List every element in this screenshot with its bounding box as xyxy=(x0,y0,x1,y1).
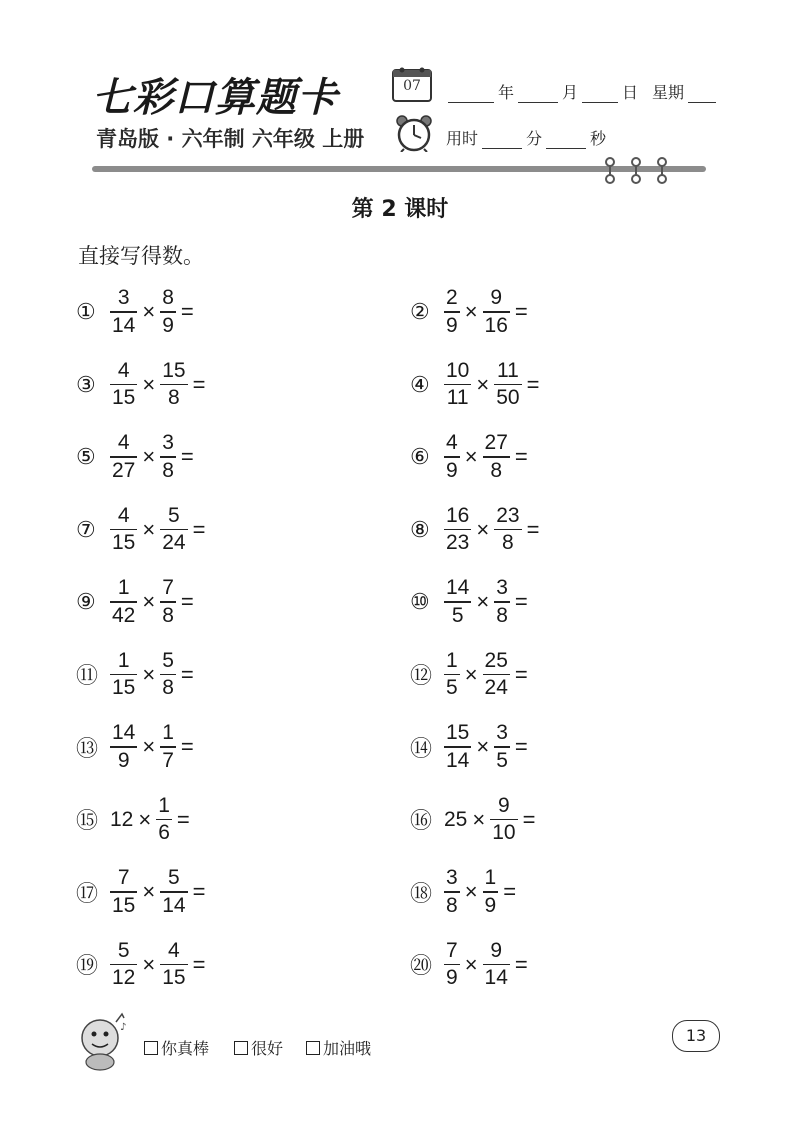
denominator: 42 xyxy=(112,603,136,627)
rating-option[interactable] xyxy=(234,1036,283,1059)
fraction xyxy=(110,504,137,556)
numerator: 8 xyxy=(162,286,174,310)
binder-rings-icon xyxy=(600,156,680,184)
fraction-bar xyxy=(160,674,176,676)
denominator: 5 xyxy=(446,676,458,700)
problem-item xyxy=(410,790,538,850)
seconds-blank xyxy=(546,132,586,149)
date-line xyxy=(444,80,720,103)
year-blank xyxy=(448,86,494,103)
multiply-sign: × xyxy=(142,299,156,324)
denominator: 23 xyxy=(446,531,470,555)
fraction-bar xyxy=(444,964,460,966)
seconds-label: 秒 xyxy=(590,129,607,148)
numerator: 5 xyxy=(168,866,180,890)
denominator: 15 xyxy=(162,966,186,990)
numerator: 1 xyxy=(158,793,170,817)
denominator: 9 xyxy=(446,313,458,337)
whole-number: 12 xyxy=(110,807,134,831)
denominator: 50 xyxy=(496,386,520,410)
fraction xyxy=(444,721,471,773)
edition-label: 青岛版 · 六年制 六年级 上册 xyxy=(96,127,365,151)
numerator: 15 xyxy=(162,358,186,382)
fraction xyxy=(444,866,460,918)
problem-item xyxy=(410,862,519,922)
used-time-label: 用时 xyxy=(446,129,479,148)
numerator: 1 xyxy=(117,576,130,600)
numerator: 11 xyxy=(496,358,519,382)
fraction xyxy=(160,576,176,628)
equals-sign: = xyxy=(192,879,206,904)
multiply-sign: × xyxy=(476,589,490,614)
problem-number: ① xyxy=(76,299,96,324)
numerator: 10 xyxy=(446,358,470,382)
problem-number: ⑤ xyxy=(76,444,96,469)
svg-text:♪: ♪ xyxy=(120,1022,127,1033)
multiply-sign: × xyxy=(476,734,490,759)
fraction xyxy=(110,431,137,483)
equals-sign: = xyxy=(514,589,528,614)
fraction xyxy=(160,649,176,701)
denominator: 12 xyxy=(112,966,136,990)
denominator: 27 xyxy=(112,458,136,482)
denominator: 8 xyxy=(490,458,503,482)
fraction-bar xyxy=(110,529,137,531)
multiply-sign: × xyxy=(142,371,156,397)
numerator: 1 xyxy=(484,866,497,890)
fraction-bar xyxy=(483,964,510,966)
denominator: 9 xyxy=(162,313,174,337)
fraction xyxy=(160,504,187,556)
fraction-bar xyxy=(494,601,510,603)
multiply-sign: × xyxy=(476,516,490,542)
minutes-label: 分 xyxy=(526,129,543,148)
fraction xyxy=(160,721,176,773)
problem-number: ⑪ xyxy=(76,663,99,688)
numerator: 5 xyxy=(168,503,180,527)
denominator: 15 xyxy=(112,676,136,700)
rating-option[interactable] xyxy=(144,1036,209,1059)
problem-item xyxy=(76,645,197,705)
fraction xyxy=(483,939,510,991)
fraction-bar xyxy=(444,674,460,676)
equals-sign: = xyxy=(514,951,528,977)
fraction-bar xyxy=(483,456,510,458)
numerator: 2 xyxy=(446,286,458,310)
equals-sign: = xyxy=(192,951,206,977)
equals-sign: = xyxy=(514,444,528,469)
fraction xyxy=(444,504,471,556)
denominator: 8 xyxy=(162,603,174,627)
denominator: 14 xyxy=(446,748,470,772)
rating-label: 加油哦 xyxy=(323,1039,372,1058)
numerator: 4 xyxy=(117,503,130,527)
fraction xyxy=(444,576,471,628)
fraction-bar xyxy=(160,891,187,893)
denominator: 8 xyxy=(496,603,508,627)
fraction-bar xyxy=(160,311,176,313)
fraction-bar xyxy=(160,384,187,386)
fraction xyxy=(444,431,460,483)
fraction xyxy=(156,794,172,846)
denominator: 15 xyxy=(112,893,136,917)
denominator: 9 xyxy=(117,748,130,772)
multiply-sign: × xyxy=(464,299,478,324)
fraction xyxy=(160,939,187,991)
denominator: 14 xyxy=(162,893,186,917)
fraction-bar xyxy=(110,746,137,748)
problem-number: ⑦ xyxy=(76,516,96,542)
fraction xyxy=(444,286,460,338)
fraction xyxy=(483,431,510,483)
numerator: 1 xyxy=(446,648,458,672)
problem-item xyxy=(410,500,542,560)
numerator: 7 xyxy=(446,938,458,962)
equals-sign: = xyxy=(522,806,536,832)
brand-title: 七彩口算题卡 xyxy=(92,75,338,121)
numerator: 5 xyxy=(162,648,174,672)
multiply-sign: × xyxy=(138,806,152,832)
problem-item xyxy=(410,355,542,415)
numerator: 4 xyxy=(446,431,458,455)
numerator: 9 xyxy=(498,793,510,817)
fraction xyxy=(110,649,137,701)
fraction-bar xyxy=(444,891,460,893)
problem-number: ⑰ xyxy=(76,880,99,906)
fraction-bar xyxy=(494,746,510,748)
time-line xyxy=(446,126,606,149)
denominator: 14 xyxy=(112,313,136,337)
fraction-bar xyxy=(160,746,176,748)
alarm-clock-icon xyxy=(394,114,434,152)
numerator: 7 xyxy=(162,576,174,600)
numerator: 15 xyxy=(446,721,470,745)
equals-sign: = xyxy=(526,371,540,397)
multiply-sign: × xyxy=(142,734,156,759)
month-blank xyxy=(518,86,558,103)
mascot-icon xyxy=(70,1008,134,1072)
problem-number: ⑨ xyxy=(76,589,96,614)
denominator: 8 xyxy=(162,676,174,700)
fraction xyxy=(494,576,510,628)
fraction xyxy=(494,721,510,773)
equals-sign: = xyxy=(180,734,194,759)
fraction xyxy=(110,576,137,628)
problem-number: ⑮ xyxy=(76,808,99,833)
fraction-bar xyxy=(110,601,137,603)
denominator: 6 xyxy=(158,821,170,845)
fraction-bar xyxy=(483,311,510,313)
fraction xyxy=(494,359,521,411)
fraction-bar xyxy=(110,674,137,676)
multiply-sign: × xyxy=(142,589,156,614)
numerator: 4 xyxy=(168,938,180,962)
minutes-blank xyxy=(482,132,522,149)
day-label: 日 xyxy=(622,83,639,102)
fraction xyxy=(444,649,460,701)
multiply-sign: × xyxy=(472,806,486,832)
rating-label: 很好 xyxy=(251,1039,284,1058)
numerator: 3 xyxy=(496,721,508,745)
problem-item xyxy=(76,572,197,632)
fraction xyxy=(110,721,137,773)
denominator: 9 xyxy=(446,966,458,990)
problem-item xyxy=(76,862,208,922)
day-blank xyxy=(582,86,618,103)
denominator: 16 xyxy=(484,313,508,337)
instruction: 直接写得数。 xyxy=(78,244,204,268)
equals-sign: = xyxy=(514,734,528,759)
fraction-bar xyxy=(444,384,471,386)
numerator: 16 xyxy=(446,503,470,527)
denominator: 8 xyxy=(502,531,514,555)
denominator: 9 xyxy=(446,458,458,482)
problem-number: ⑳ xyxy=(410,953,433,978)
equals-sign: = xyxy=(526,516,540,542)
rating-checkbox[interactable] xyxy=(306,1041,320,1055)
problem-item xyxy=(76,282,197,342)
equals-sign: = xyxy=(192,516,206,542)
numerator: 3 xyxy=(162,431,174,455)
fraction-bar xyxy=(444,311,460,313)
fraction-bar xyxy=(494,529,521,531)
numerator: 3 xyxy=(496,576,508,600)
problem-item xyxy=(410,572,531,632)
problem-item xyxy=(410,282,531,342)
problem-number: ⑬ xyxy=(76,735,99,761)
fraction-bar xyxy=(483,674,510,676)
denominator: 7 xyxy=(162,748,174,772)
problem-item xyxy=(410,645,531,705)
denominator: 24 xyxy=(162,531,186,555)
fraction-bar xyxy=(444,601,471,603)
equals-sign: = xyxy=(180,299,194,324)
fraction xyxy=(444,359,471,411)
multiply-sign: × xyxy=(464,444,478,469)
page-number: 13 xyxy=(672,1020,720,1052)
denominator: 10 xyxy=(492,821,516,845)
numerator: 1 xyxy=(162,721,174,745)
denominator: 5 xyxy=(451,603,464,627)
equals-sign: = xyxy=(514,661,528,687)
problem-number: ⑧ xyxy=(410,516,430,542)
fraction-bar xyxy=(483,891,499,893)
rating-option[interactable] xyxy=(306,1036,371,1059)
fraction-bar xyxy=(494,384,521,386)
fraction-bar xyxy=(156,819,172,821)
fraction-bar xyxy=(110,311,137,313)
numerator: 4 xyxy=(117,358,130,382)
problem-number: ③ xyxy=(76,371,96,397)
fraction xyxy=(494,504,521,556)
denominator: 24 xyxy=(484,676,508,700)
numerator: 3 xyxy=(117,286,130,310)
fraction-bar xyxy=(110,964,137,966)
problem-item xyxy=(76,717,197,777)
rating-label: 你真棒 xyxy=(161,1039,210,1058)
rating-checkbox[interactable] xyxy=(234,1041,248,1055)
calendar-day: 07 xyxy=(403,78,421,94)
numerator: 27 xyxy=(484,431,508,455)
equals-sign: = xyxy=(503,879,517,904)
numerator: 4 xyxy=(117,431,130,455)
month-label: 月 xyxy=(562,83,579,102)
fraction-bar xyxy=(110,384,137,386)
denominator: 11 xyxy=(446,386,469,410)
denominator: 8 xyxy=(446,893,458,917)
lesson-title: 第 2 课时 xyxy=(351,197,449,222)
fraction-bar xyxy=(160,964,187,966)
numerator: 3 xyxy=(446,866,458,890)
problem-item xyxy=(410,427,531,487)
denominator: 8 xyxy=(168,386,180,410)
fraction xyxy=(110,359,137,411)
fraction-bar xyxy=(160,601,176,603)
fraction-bar xyxy=(444,456,460,458)
fraction xyxy=(483,286,510,338)
problem-number: ⑱ xyxy=(410,880,433,906)
problem-number: ⑩ xyxy=(410,589,430,614)
numerator: 14 xyxy=(112,721,136,745)
fraction-bar xyxy=(444,529,471,531)
fraction xyxy=(483,866,499,918)
problem-item xyxy=(410,935,531,995)
problem-number: ⑥ xyxy=(410,444,430,469)
fraction xyxy=(160,359,187,411)
multiply-sign: × xyxy=(464,661,478,687)
numerator: 9 xyxy=(490,286,503,310)
denominator: 9 xyxy=(484,893,497,917)
equals-sign: = xyxy=(180,589,194,614)
weekday-label: 星期 xyxy=(652,83,685,102)
problem-number: ② xyxy=(410,299,430,324)
numerator: 25 xyxy=(484,648,508,672)
fraction xyxy=(160,286,176,338)
numerator: 5 xyxy=(117,938,130,962)
numerator: 9 xyxy=(490,938,503,962)
fraction xyxy=(444,939,460,991)
fraction-bar xyxy=(444,746,471,748)
equals-sign: = xyxy=(180,661,194,687)
problem-item xyxy=(76,500,208,560)
numerator: 7 xyxy=(117,866,130,890)
problem-number: ④ xyxy=(410,371,430,397)
denominator: 5 xyxy=(496,748,508,772)
multiply-sign: × xyxy=(142,661,156,687)
numerator: 14 xyxy=(446,576,470,600)
equals-sign: = xyxy=(192,371,206,397)
problem-item xyxy=(76,935,208,995)
denominator: 15 xyxy=(112,386,136,410)
fraction xyxy=(483,649,510,701)
multiply-sign: × xyxy=(142,444,156,469)
fraction-bar xyxy=(110,891,137,893)
problem-number: ⑯ xyxy=(410,808,433,833)
equals-sign: = xyxy=(180,444,194,469)
fraction xyxy=(110,939,137,991)
fraction xyxy=(160,431,176,483)
multiply-sign: × xyxy=(142,951,156,977)
weekday-blank xyxy=(688,86,716,103)
denominator: 8 xyxy=(162,458,174,482)
multiply-sign: × xyxy=(142,516,156,542)
numerator: 1 xyxy=(117,648,130,672)
problem-item xyxy=(76,427,197,487)
fraction xyxy=(110,286,137,338)
fraction-bar xyxy=(160,456,176,458)
fraction xyxy=(110,866,137,918)
fraction xyxy=(490,794,517,846)
problem-item xyxy=(76,790,193,850)
multiply-sign: × xyxy=(464,951,478,977)
fraction-bar xyxy=(160,529,187,531)
problem-item xyxy=(76,355,208,415)
problem-number: ⑭ xyxy=(410,735,433,761)
equals-sign: = xyxy=(176,806,190,832)
calendar-icon xyxy=(392,66,432,102)
fraction-bar xyxy=(490,819,517,821)
whole-number: 25 xyxy=(444,807,468,831)
denominator: 15 xyxy=(112,531,136,555)
equals-sign: = xyxy=(514,299,528,324)
multiply-sign: × xyxy=(476,371,490,397)
multiply-sign: × xyxy=(142,879,156,904)
problem-item xyxy=(410,717,531,777)
problem-number: ⑲ xyxy=(76,953,99,978)
fraction xyxy=(160,866,187,918)
year-label: 年 xyxy=(498,83,515,102)
problem-number: ⑫ xyxy=(410,663,433,688)
numerator: 23 xyxy=(496,503,520,527)
rating-checkbox[interactable] xyxy=(144,1041,158,1055)
fraction-bar xyxy=(110,456,137,458)
denominator: 14 xyxy=(484,966,508,990)
multiply-sign: × xyxy=(464,879,478,904)
